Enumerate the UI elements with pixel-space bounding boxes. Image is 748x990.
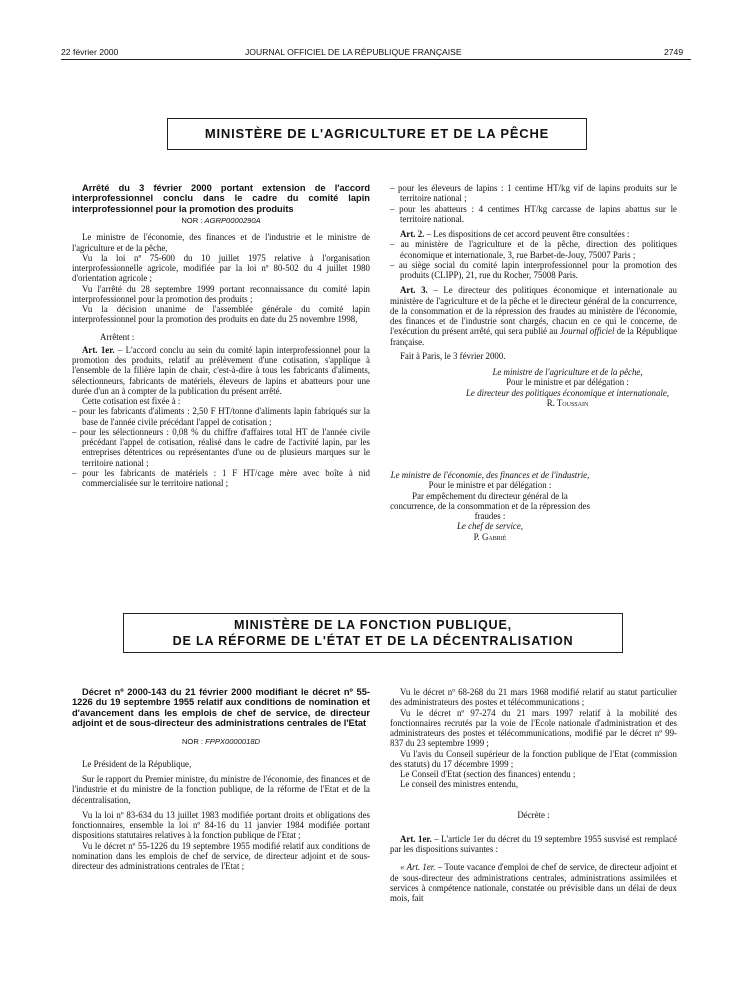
- ministry-name: MINISTÈRE DE L'AGRICULTURE ET DE LA PÊCHE: [204, 126, 550, 141]
- article-2: [390, 229, 677, 239]
- ministry-heading-agriculture: [167, 118, 587, 150]
- decret-nor: [72, 737, 370, 747]
- paragraph: Le conseil des ministres entendu,: [400, 779, 519, 790]
- article-text: – Le directeur des politiques économique et internationale au ministère de l'agriculture et de la pêche et le directeur général de la concurrence, de la consommation et de la répression des fraudes au ministère de l'économie, des finances et de l'industrie sont chargés, chacun en ce qui le concerne, de l'exécution du présent arrêté, qui sera publié au: [390, 285, 677, 337]
- list-item: – pour les fabricants de matériels : 1 F HT/cage mère avec boîte à nid commercialisée sur le territoire national ;: [72, 467, 370, 489]
- arrete-right-column: [390, 183, 677, 408]
- list-item: – pour les éleveurs de lapins : 1 centime HT/kg vif de lapins produits sur le territoire national ;: [390, 183, 677, 204]
- arrete-nor: [72, 216, 370, 226]
- decrete-line: Décrète :: [517, 809, 550, 820]
- article-1: [390, 834, 677, 855]
- nor-label: NOR :: [181, 216, 205, 226]
- article-text-end: de la République française.: [390, 326, 678, 347]
- page-date: 22 février 2000: [61, 47, 119, 57]
- article-1: [72, 345, 370, 396]
- paragraph: Le Conseil d'Etat (section des finances) entendu ;: [400, 769, 576, 779]
- arretent-line: Arrêtent :: [100, 331, 135, 342]
- paragraph: Le ministre de l'économie, des finances et de l'industrie et le ministre de l'agriculture et de la pêche,: [72, 232, 370, 253]
- article-text: – L'accord conclu au sein du comité lapin interprofessionnel pour la promotion des produits, relatif au prélèvement d'une cotisation, s'applique à l'ensemble de la filière lapin de chair, c'est-à-dire à tous les fabricants d'aliments, sélectionneurs, fabricants de matériels, éleveurs de lapins et abatteurs pour une durée d'un an à compter de la publication du présent arrêté.: [72, 344, 370, 396]
- ministry-heading-fonction-publique: [123, 613, 623, 653]
- fait-a-paris: Fait à Paris, le 3 février 2000.: [400, 350, 506, 361]
- list-item: – au siège social du comité lapin interprofessionnel pour la promotion des produits (CLIPP), 21, rue du Rocher, 75008 Paris.: [390, 259, 677, 280]
- quote-text: – Toute vacance d'emploi de chef de service, de directeur adjoint et de sous-directeur des administrations centrales, administrations assimilées et services à compétence nationale, constatée ou prévisible dans un délai de deux mois, fait: [390, 862, 678, 903]
- article-label: Art. 3.: [400, 285, 428, 296]
- signature-block-economie: [390, 470, 590, 542]
- signatory-title: Le ministre de l'économie, des finances et de l'industrie,: [390, 470, 590, 480]
- paragraph: Vu le décret nº 97-274 du 21 mars 1997 relatif à la mobilité des fonctionnaires recrutés par la voie de l'Ecole nationale d'administration et des administrateurs des postes et télécommunications, modifié par le décret nº 99-837 du 23 septembre 1999 ;: [390, 707, 677, 749]
- signatory-title: Le ministre de l'agriculture et de la pêche,: [492, 367, 643, 377]
- paragraph: Vu la loi nº 83-634 du 13 juillet 1983 modifiée portant droits et obligations des fonctionnaires, ensemble la loi nº 84-16 du 11 janvier 1984 modifiée portant dispositions statutaires relatives à la fonction publique de l'Etat ;: [72, 809, 370, 841]
- decret-title: Décret nº 2000-143 du 21 février 2000 modifiant le décret nº 55-1226 du 19 septembre 1955 relatif aux conditions de nomination et d'avancement dans les emplois de chef de service, de directeur adjoint et de sous-directeur des administrations centrales de l'Etat: [72, 687, 370, 729]
- signatory-name: P. Gabrié: [473, 531, 507, 542]
- signatory-role: Le chef de service,: [456, 521, 524, 532]
- paragraph: Vu l'arrêté du 28 septembre 1999 portant reconnaissance du comité lapin interprofessionnel pour la promotion des produits ;: [72, 283, 370, 304]
- page-number: 2749: [664, 47, 684, 57]
- paragraph: Sur le rapport du Premier ministre, du ministre de l'économie, des finances et de l'industrie et du ministre de la fonction publique, de la réforme de l'Etat et de la décentralisation,: [72, 774, 370, 805]
- signatory-function: Le directeur des politiques économique et internationale,: [465, 387, 669, 398]
- article-text: – Les dispositions de cet accord peuvent être consultées :: [424, 229, 630, 239]
- paragraph: Vu la loi nº 75-600 du 10 juillet 1975 relative à l'organisation interprofessionnelle agricole, modifiée par la loi nº 80-502 du 4 juillet 1980 d'orientation agricole ;: [72, 252, 370, 284]
- paragraph: Vu le décret nº 68-268 du 21 mars 1968 modifié relatif au statut particulier des administrateurs des postes et télécommunications ;: [390, 687, 677, 708]
- nor-label: NOR :: [181, 736, 206, 746]
- paragraph: Le Président de la République,: [82, 758, 192, 769]
- decret-right-column: [390, 687, 677, 903]
- quote-label: « Art. 1er.: [400, 862, 436, 873]
- ministry-name-line1: MINISTÈRE DE LA FONCTION PUBLIQUE,: [234, 618, 512, 632]
- article-label: Art. 1er.: [82, 344, 115, 355]
- ministry-name-line2: DE LA RÉFORME DE L'ÉTAT ET DE LA DÉCENTRALISATION: [172, 634, 574, 648]
- signatory-function: Par empêchement du directeur général de la concurrence, de la consommation et de la répression des fraudes :: [390, 490, 590, 521]
- quoted-article: [390, 862, 677, 903]
- list-item: – pour les sélectionneurs : 0,08 % du chiffre d'affaires total HT de l'année civile précédant l'appel de cotisation, réalisé dans le cadre de l'activité lapin, par les entreprises détentrices ou représentantes d'une ou de plusieurs marques sur le territoire national ;: [72, 426, 370, 468]
- header-rule: [61, 59, 691, 60]
- article-label: Art. 1er.: [400, 833, 432, 844]
- nor-code: AGRP0000290A: [204, 216, 261, 226]
- article-text: – L'article 1er du décret du 19 septembre 1955 susvisé est remplacé par les dispositions suivantes :: [390, 833, 677, 854]
- journal-title: JOURNAL OFFICIEL DE LA RÉPUBLIQUE FRANÇAISE: [245, 47, 462, 57]
- arrete-left-column: [72, 183, 370, 488]
- nor-code: FPPX0000018D: [205, 736, 261, 746]
- article-3: [390, 285, 677, 347]
- decret-left-column: [72, 687, 370, 871]
- signatory-delegation: Pour le ministre et par délégation :: [428, 480, 552, 491]
- journal-officiel-ref: Journal officiel: [559, 326, 615, 337]
- signatory-name: R. Toussain: [546, 397, 589, 408]
- list-item: – au ministère de l'agriculture et de la pêche, direction des politiques économique et internationale, 3, rue Barbet-de-Jouy, 75007 Paris ;: [390, 239, 677, 260]
- paragraph: Vu la décision unanime de l'assemblée générale du comité lapin interprofessionnel pour la promotion des produits en date du 25 novembre 1998,: [72, 304, 370, 325]
- signature-block-agriculture: [460, 367, 675, 408]
- list-item: – pour les abatteurs : 4 centimes HT/kg carcasse de lapins abattus sur le territoire national.: [390, 203, 677, 224]
- signatory-delegation: Pour le ministre et par délégation :: [506, 377, 629, 388]
- arrete-title: Arrêté du 3 février 2000 portant extension de l'accord interprofessionnel conclu dans le cadre du comité lapin interprofessionnel pour la promotion des produits: [72, 183, 370, 214]
- paragraph: Cette cotisation est fixée à :: [82, 396, 181, 407]
- paragraph: Vu le décret nº 55-1226 du 19 septembre 1955 modifié relatif aux conditions de nomination dans les emplois de chef de service, de directeur adjoint et de sous-directeur des administrations centrales de l'Etat ;: [72, 840, 370, 872]
- article-label: Art. 2.: [400, 229, 425, 239]
- paragraph: Vu l'avis du Conseil supérieur de la fonction publique de l'Etat (commission des statuts) du 17 décembre 1999 ;: [390, 748, 677, 769]
- list-item: – pour les fabricants d'aliments : 2,50 F HT/tonne d'aliments lapin fabriqués sur la base de l'année civile précédant l'appel de cotisation ;: [72, 406, 370, 427]
